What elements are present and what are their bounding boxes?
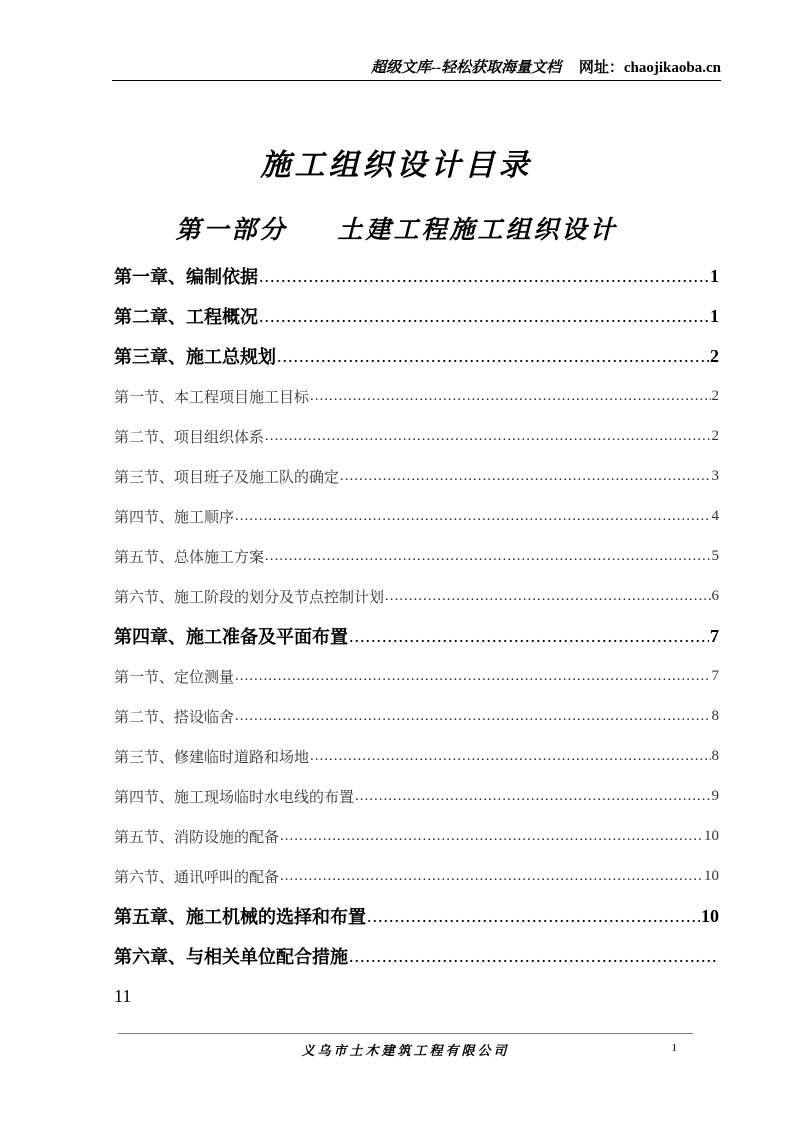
toc-entry-label: 第四章、施工准备及平面布置 <box>114 627 348 647</box>
toc-entry-label: 第三节、修建临时道路和场地 <box>114 749 310 766</box>
dot-leader <box>310 748 710 765</box>
dot-leader <box>349 626 709 647</box>
toc-entry-label: 第二节、搭设临舍 <box>114 709 235 726</box>
dot-leader <box>235 508 710 525</box>
toc-entry[interactable] <box>114 296 719 336</box>
part-heading <box>0 210 793 246</box>
toc-entry-page: 6 <box>711 587 719 604</box>
dot-leader <box>265 548 710 565</box>
header-site: 网址：chaojikaoba.cn <box>578 60 721 76</box>
toc-entry-page: 10 <box>701 905 719 926</box>
toc-entry[interactable] <box>114 776 719 816</box>
dot-leader <box>277 346 709 367</box>
toc-entry[interactable] <box>114 816 719 856</box>
toc-entry[interactable] <box>114 936 719 976</box>
toc-entry-page: 8 <box>711 747 719 764</box>
toc-entry-page: 1 <box>710 305 719 326</box>
toc-entry-page: 7 <box>710 625 719 646</box>
toc-entry-label: 第六节、施工阶段的划分及节点控制计划 <box>114 589 385 606</box>
toc-entry-page: 1 <box>710 265 719 286</box>
toc-entry[interactable] <box>114 656 719 696</box>
dot-leader <box>280 868 703 885</box>
toc-entry-page: 10 <box>704 867 719 884</box>
toc-entry-label: 第三章、施工总规划 <box>114 347 276 367</box>
table-of-contents <box>114 256 719 1016</box>
dot-leader <box>259 306 709 327</box>
toc-entry-label: 第五章、施工机械的选择和布置 <box>114 907 366 927</box>
part-name: 土建工程施工组织设计 <box>337 217 618 244</box>
toc-entry-page: 10 <box>704 827 719 844</box>
toc-entry-page: 8 <box>711 707 719 724</box>
toc-entry-label: 第一节、本工程项目施工目标 <box>114 389 310 406</box>
dot-leader <box>385 588 710 605</box>
toc-entry-page: 4 <box>711 507 719 524</box>
toc-entry-page: 3 <box>711 467 719 484</box>
toc-entry[interactable] <box>114 896 719 936</box>
toc-entry-page: 2 <box>711 427 719 444</box>
toc-entry-label: 第三节、项目班子及施工队的确定 <box>114 469 340 486</box>
toc-entry-page: 5 <box>711 547 719 564</box>
toc-entry-page: 2 <box>711 387 719 404</box>
toc-entry-label: 第五节、消防设施的配备 <box>114 829 280 846</box>
toc-entry[interactable] <box>114 736 719 776</box>
toc-entry-label: 第四节、施工现场临时水电线的布置 <box>114 789 355 806</box>
dot-leader <box>235 668 710 685</box>
toc-entry-label: 第五节、总体施工方案 <box>114 549 265 566</box>
toc-entry[interactable] <box>114 576 719 616</box>
toc-entry-label: 第二章、工程概况 <box>114 307 258 327</box>
toc-entry-label: 第一节、定位测量 <box>114 669 235 686</box>
toc-entry-label: 第二节、项目组织体系 <box>114 429 265 446</box>
dot-leader <box>310 388 710 405</box>
toc-entry[interactable] <box>114 416 719 456</box>
toc-entry-page: 2 <box>710 345 719 366</box>
toc-entry[interactable] <box>114 536 719 576</box>
document-title: 施工组织设计目录 <box>260 149 533 182</box>
dot-leader <box>280 828 703 845</box>
toc-entry[interactable] <box>114 496 719 536</box>
toc-entry-label: 第六章、与相关单位配合措施 <box>114 947 348 967</box>
toc-entry-label: 第六节、通讯呼叫的配备 <box>114 869 280 886</box>
part-label: 第一部分 <box>175 217 288 244</box>
toc-entry[interactable] <box>114 376 719 416</box>
footer-page-number: 1 <box>671 1042 677 1054</box>
footer-company: 义乌市土木建筑工程有限公司 <box>301 1043 510 1058</box>
dot-leader <box>259 266 709 287</box>
page-footer <box>118 1033 693 1058</box>
dot-leader <box>235 708 710 725</box>
dot-leader <box>340 468 710 485</box>
page-header <box>112 56 721 81</box>
toc-entry[interactable] <box>114 256 719 296</box>
toc-entry[interactable] <box>114 616 719 656</box>
toc-entry-page: 11 <box>114 985 132 1006</box>
toc-entry-label: 第一章、编制依据 <box>114 267 258 287</box>
dot-leader <box>349 946 718 967</box>
toc-entry[interactable] <box>114 696 719 736</box>
toc-entry-label: 第四节、施工顺序 <box>114 509 235 526</box>
dot-leader <box>265 428 710 445</box>
toc-entry-page: 7 <box>711 667 719 684</box>
toc-entry-page: 9 <box>711 787 719 804</box>
toc-entry[interactable] <box>114 856 719 896</box>
dot-leader <box>355 788 710 805</box>
toc-entry[interactable] <box>114 456 719 496</box>
toc-entry[interactable] <box>114 336 719 376</box>
header-text: 超级文库--轻松获取海量文档 <box>371 60 562 76</box>
dot-leader <box>367 906 700 927</box>
